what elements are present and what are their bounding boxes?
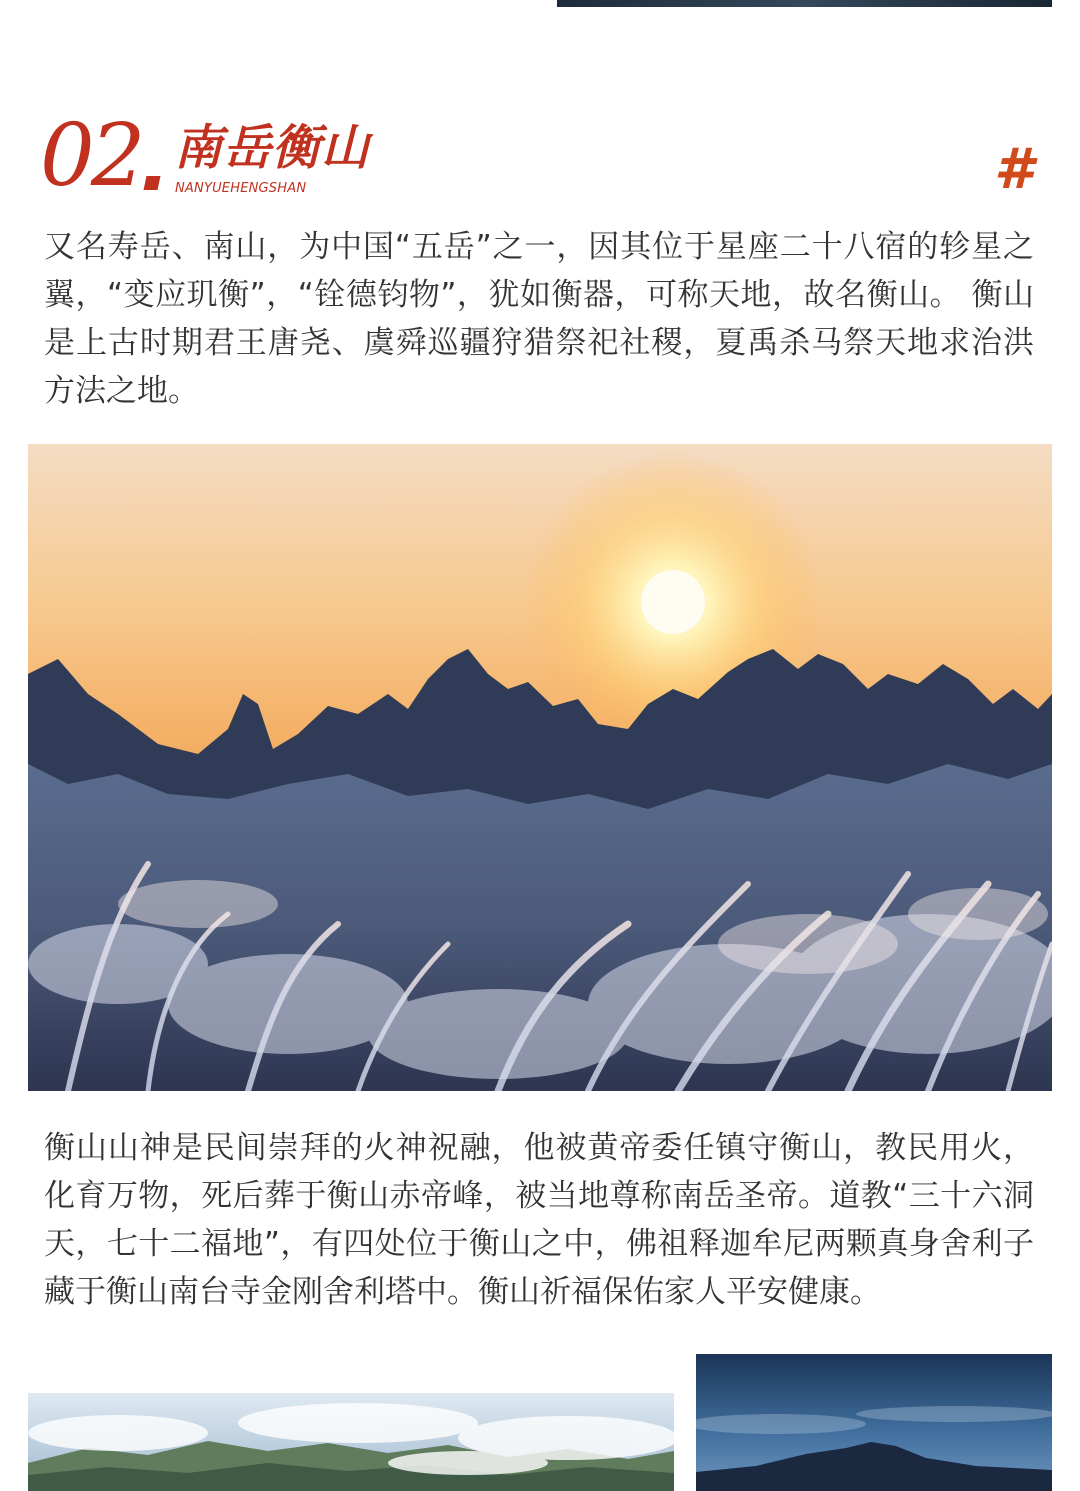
top-photo-strip <box>557 0 1052 7</box>
intro-paragraph: 又名寿岳、南山，为中国“五岳”之一，因其位于星座二十八宿的轸星之翼，“变应玑衡”，“铨德钧物”，犹如衡器，可称天地，故名衡山。 衡山是上古时期君王唐尧、虞舜巡疆狩猎祭祀社稷，夏禹杀马祭天地求治洪方法之地。 <box>44 229 1034 409</box>
peak-illustration <box>696 1354 1052 1491</box>
mythology-paragraph: 衡山山神是民间崇拜的火神祝融，他被黄帝委任镇守衡山，教民用火，化育万物，死后葬于衡山赤帝峰，被当地尊称南岳圣帝。道教“三十六洞天，七十二福地”，有四处位于衡山之中，佛祖释迦牟尼两颗真身舍利子藏于衡山南台寺金刚舍利塔中。衡山祈福保佑家人平安健康。 <box>44 1130 1034 1310</box>
section-pinyin: NANYUEHENGSHAN <box>175 181 307 196</box>
clouds-photo <box>28 1393 674 1491</box>
frost-sunrise-illustration <box>28 444 1052 1091</box>
section-number: 02 <box>40 106 142 206</box>
section-title: 南岳衡山 <box>174 120 371 176</box>
peak-photo <box>696 1354 1052 1491</box>
section-number-dot <box>144 176 161 190</box>
clouds-illustration <box>28 1393 674 1491</box>
hash-tag-icon: # <box>994 137 1033 202</box>
frost-sunrise-photo <box>28 444 1052 1091</box>
